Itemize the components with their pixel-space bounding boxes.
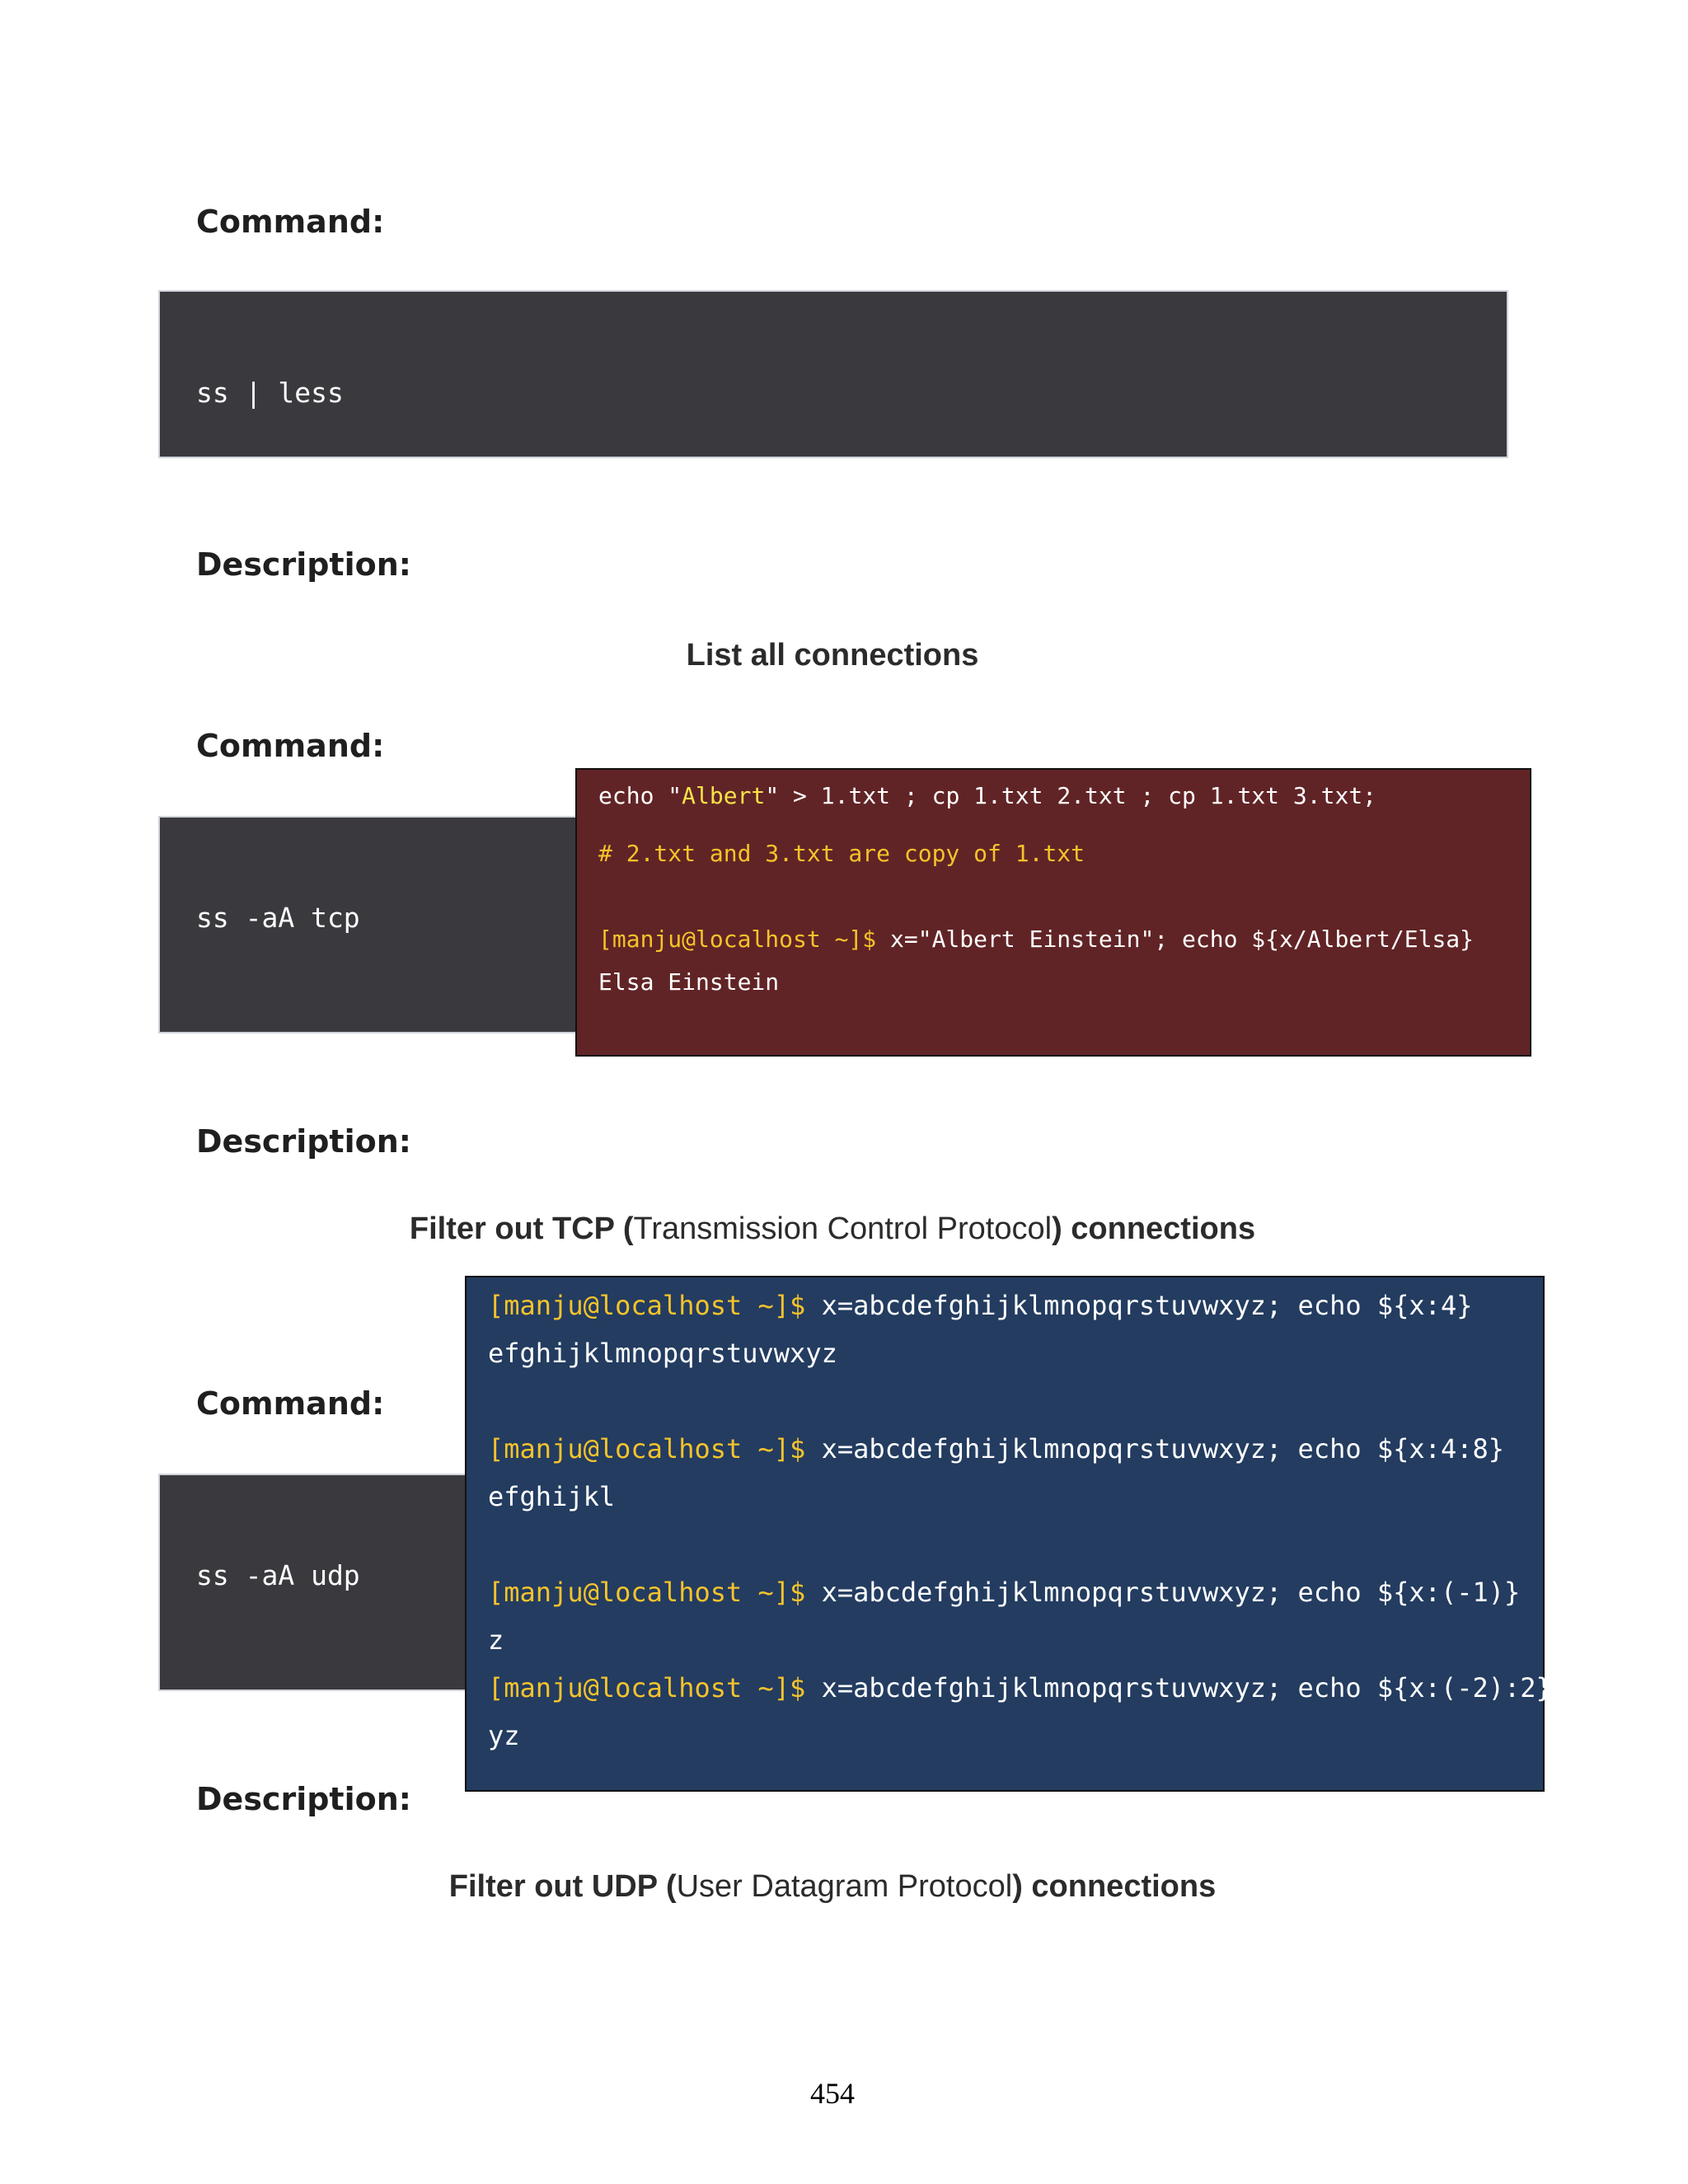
code-line: [manju@localhost ~]$ x="Albert Einstein"; echo ${x/Albert/Elsa} xyxy=(598,926,1475,953)
description-text-2: Filter out TCP (Transmission Control Protocol) connections xyxy=(409,1212,1256,1246)
code-line: echo "Albert" > 1.txt ; cp 1.txt 2.txt ; cp 1.txt 3.txt; xyxy=(598,782,1377,809)
code-snippet-overlay-blue xyxy=(465,1276,1552,1792)
page-number: 454 xyxy=(810,2077,855,2110)
code-output: z xyxy=(488,1624,504,1656)
code-line: [manju@localhost ~]$ x=abcdefghijklmnopqrstuvwxyz; echo ${x:4:8} xyxy=(488,1433,1504,1465)
command-box-1 xyxy=(158,290,1508,458)
code-output: efghijkl xyxy=(488,1481,616,1512)
code-comment: # 2.txt and 3.txt are copy of 1.txt xyxy=(598,840,1085,867)
command-text-2: ss -aA tcp xyxy=(196,902,360,934)
description-heading-1: Description: xyxy=(196,546,411,583)
code-line: [manju@localhost ~]$ x=abcdefghijklmnopqrstuvwxyz; echo ${x:(-2):2} xyxy=(488,1672,1552,1704)
command-heading-2: Command: xyxy=(196,728,385,764)
code-line: [manju@localhost ~]$ x=abcdefghijklmnopqrstuvwxyz; echo ${x:4} xyxy=(488,1290,1473,1321)
command-text-3: ss -aA udp xyxy=(196,1559,360,1591)
code-snippet-overlay-red xyxy=(575,768,1531,1057)
code-line: [manju@localhost ~]$ x=abcdefghijklmnopqrstuvwxyz; echo ${x:(-1)} xyxy=(488,1577,1521,1608)
command-text-1: ss | less xyxy=(196,377,344,409)
description-heading-3: Description: xyxy=(196,1781,411,1817)
code-output: efghijklmnopqrstuvwxyz xyxy=(488,1338,837,1369)
command-heading-3: Command: xyxy=(196,1385,385,1422)
description-text-3: Filter out UDP (User Datagram Protocol) connections xyxy=(448,1869,1217,1904)
code-output: yz xyxy=(488,1720,520,1751)
description-text-1: List all connections xyxy=(686,638,979,673)
command-heading-1: Command: xyxy=(196,204,385,240)
code-output: Elsa Einstein xyxy=(598,968,780,996)
description-heading-2: Description: xyxy=(196,1123,411,1160)
